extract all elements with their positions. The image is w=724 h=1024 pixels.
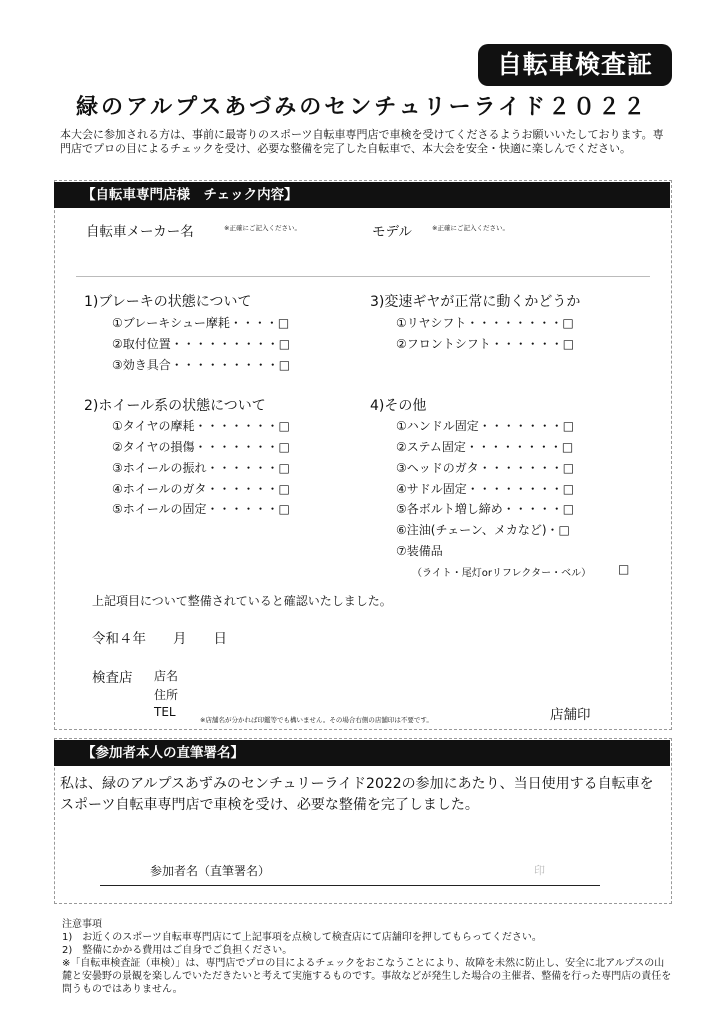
wheel-item-2: ②タイヤの損傷・・・・・・・□ xyxy=(112,440,290,454)
other-item-2: ②ステム固定・・・・・・・・□ xyxy=(396,440,574,454)
tel-label: TEL xyxy=(154,705,176,719)
signature-label: 参加者名（直筆署名） xyxy=(150,864,271,878)
wheel-item-3: ③ホイールの振れ・・・・・・□ xyxy=(112,461,290,475)
maker-label: 自転車メーカー名 xyxy=(86,224,194,240)
notes-title: 注意事項 xyxy=(62,919,102,930)
shop-section-header: 【自転車専門店様 チェック内容】 xyxy=(54,182,670,208)
notes-line-2: 2) 整備にかかる費用はご自身でご負担ください。 xyxy=(62,945,293,956)
other-item-3: ③ヘッドのガタ・・・・・・・□ xyxy=(396,461,575,475)
brake-heading: 1)ブレーキの状態について xyxy=(84,294,252,310)
equipment-sub-item: （ライト・尾灯orリフレクター・ベル） xyxy=(412,568,592,579)
maker-model-line xyxy=(76,276,650,277)
date-text: 令和４年 月 日 xyxy=(92,631,227,647)
address-label: 住所 xyxy=(154,688,179,702)
wheel-item-1: ①タイヤの摩耗・・・・・・・□ xyxy=(112,419,290,433)
gear-item-1: ①リヤシフト・・・・・・・・□ xyxy=(396,316,574,330)
signature-line[interactable] xyxy=(100,885,600,886)
other-item-1: ①ハンドル固定・・・・・・・□ xyxy=(396,419,575,433)
notes-block xyxy=(62,918,672,996)
page-title: 緑のアルプスあづみのセンチュリーライド２０２２ xyxy=(76,95,648,120)
notes-line-1: 1) お近くのスポーツ自転車専門店にて上記事項を点検して検査店にて店舗印を押してもらってください。 xyxy=(62,932,542,943)
participant-statement: 私は、緑のアルプスあずみのセンチュリーライド2022の参加にあたり、当日使用する自転車をスポーツ自転車専門店で車検を受け、必要な整備を完了しました。 xyxy=(60,776,654,813)
wheel-item-4: ④ホイールのガタ・・・・・・□ xyxy=(112,482,290,496)
confirm-text: 上記項目について整備されていると確認いたしました。 xyxy=(92,594,392,608)
brake-item-2: ②取付位置・・・・・・・・・□ xyxy=(112,337,291,351)
stamp-note: ※店舗名が分かれば印鑑等でも構いません。その場合右側の店舗印は不要です。 xyxy=(200,716,433,724)
other-item-7: ⑦装備品 xyxy=(396,544,443,558)
participant-section-header: 【参加者本人の直筆署名】 xyxy=(54,740,670,766)
shop-section xyxy=(54,180,672,730)
intro-text: 本大会に参加される方は、事前に最寄りのスポーツ自転車専門店で車検を受けてくださるようお願いいたしております。専門店でプロの目によるチェックを受け、必要な整備を完了した自転車で、本大会を安全・快適に楽しんでください。 xyxy=(60,128,664,155)
inspector-label: 検査店 xyxy=(92,670,133,686)
maker-note: ※正確にご記入ください。 xyxy=(224,224,301,232)
model-note: ※正確にご記入ください。 xyxy=(432,224,509,232)
equipment-checkbox[interactable]: □ xyxy=(618,562,630,576)
other-item-4: ④サドル固定・・・・・・・・□ xyxy=(396,482,575,496)
other-item-6: ⑥注油(チェーン、メカなど)・□ xyxy=(396,523,570,537)
gear-item-2: ②フロントシフト・・・・・・□ xyxy=(396,337,575,351)
brake-item-1: ①ブレーキシュー摩耗・・・・□ xyxy=(112,316,290,330)
other-item-5: ⑤各ボルト増し締め・・・・・□ xyxy=(396,502,575,516)
notes-line-3: ※「自転車検査証（車検）」は、専門店でプロの目によるチェックをおこなうことにより、故障を未然に防止し、安全に北アルプスの山麓と安曇野の景観を楽しんでいただきたいと考えて実施するものです。事故などが発生した場合の主催者、整備を行った専門店の責任を問うものではありません。 xyxy=(62,958,672,995)
model-label: モデル xyxy=(372,224,412,240)
shop-name-label: 店名 xyxy=(154,669,179,683)
document-badge: 自転車検査証 xyxy=(478,44,672,86)
gear-heading: 3)変速ギヤが正常に動くかどうか xyxy=(370,294,581,310)
wheel-heading: 2)ホイール系の状態について xyxy=(84,398,266,414)
brake-item-3: ③効き具合・・・・・・・・・□ xyxy=(112,358,291,372)
stamp-label: 店舗印 xyxy=(550,707,591,723)
seal-mark: 印 xyxy=(534,864,545,877)
other-heading: 4)その他 xyxy=(370,398,427,414)
wheel-item-5: ⑤ホイールの固定・・・・・・□ xyxy=(112,502,290,516)
